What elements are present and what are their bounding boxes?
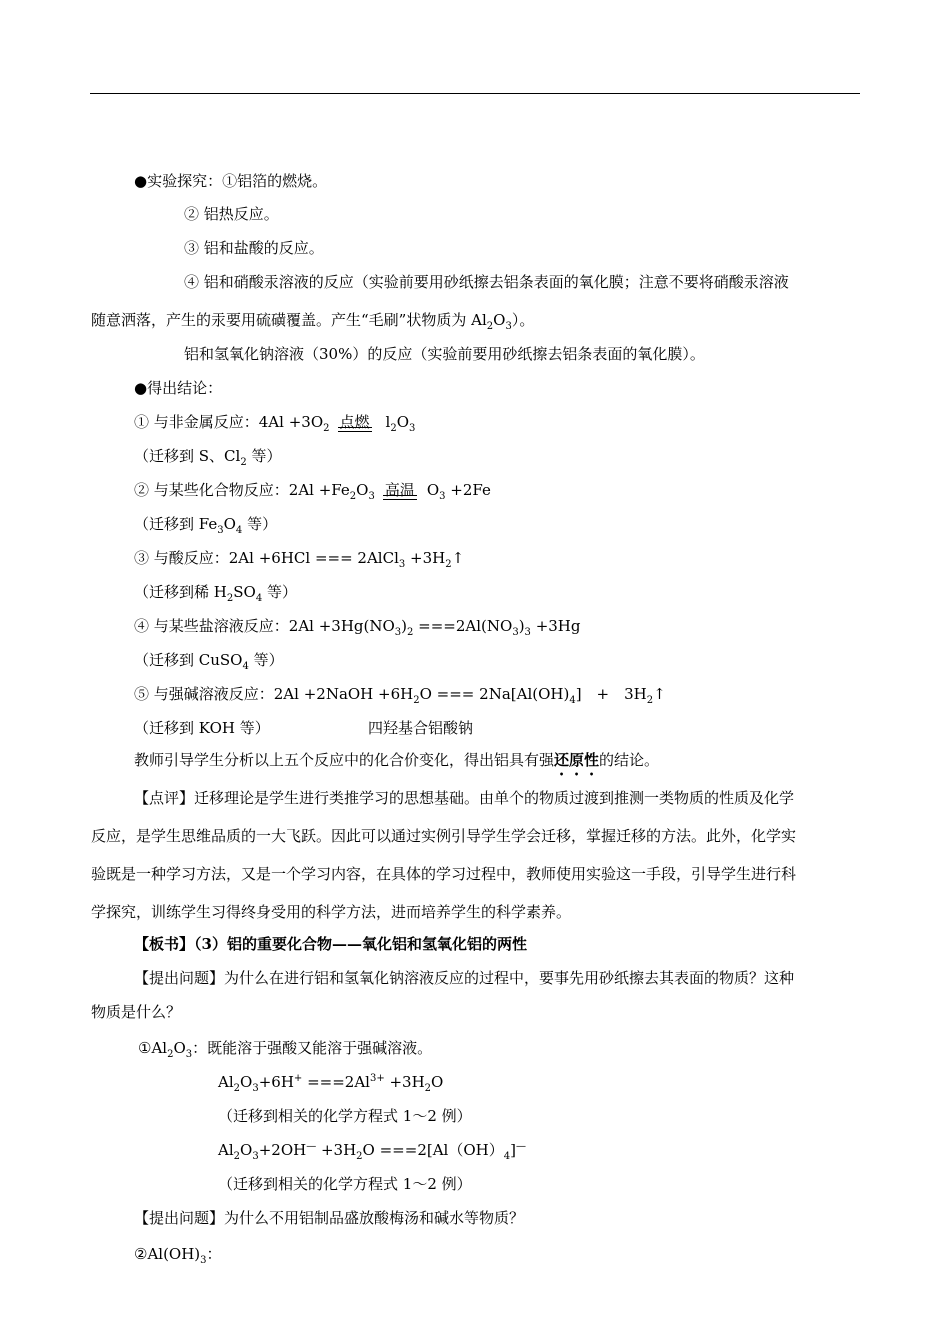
al2o3-note-1: （迁移到相关的化学方程式 1～2 例） — [218, 1107, 472, 1125]
board-heading: 【板书】（3）铝的重要化合物——氧化铝和氢氧化铝的两性 — [134, 935, 527, 953]
migration-note-2: （迁移到 $Fe_3O_4$ 等） — [134, 515, 278, 536]
header-rule — [90, 93, 860, 94]
review-line-2: 反应，是学生思维品质的一大飞跃。因此可以通过实例引导学生学会迁移，掌握迁移的方法。此外，化学实 — [91, 827, 797, 845]
reaction-1: ① 与非金属反应：$4Al +3O_2$ 点燃 $l_2O_3$ — [134, 413, 416, 434]
migration-note-1: （迁移到 S、$Cl_2$ 等） — [134, 447, 282, 468]
product-name-note: 四羟基合铝酸钠 — [368, 719, 474, 737]
experiment-item-3: ③ 铝和盐酸的反应。 — [184, 239, 324, 257]
reaction-4: ④ 与某些盐溶液反应：$2Al +3Hg(NO_3)_2 ===2Al(NO_3)_3 +3Hg$ — [134, 617, 581, 638]
keyword-reducibility: 还原性 — [554, 751, 600, 769]
experiment-heading: ●实验探究：①铝箔的燃烧。 — [134, 172, 328, 190]
experiment-item-2: ② 铝热反应。 — [184, 205, 279, 223]
aloh3-heading: $②Al(OH)_3$： — [134, 1245, 222, 1266]
al2o3-note-2: （迁移到相关的化学方程式 1～2 例） — [218, 1175, 472, 1193]
teacher-guidance: 教师引导学生分析以上五个反应中的化合价变化，得出铝具有强还原性的结论。 — [134, 751, 660, 769]
migration-note-3: （迁移到稀 $H_2SO_4$ 等） — [134, 583, 297, 604]
reaction-3: ③ 与酸反应：2Al +6HCl === 2AlCl$_3$ $+3H_2↑$ — [134, 549, 465, 570]
migration-note-4: （迁移到 CuSO$_4$ 等） — [134, 651, 284, 672]
question-1-line-2: 物质是什么？ — [91, 1003, 182, 1021]
review-line-4: 学探究，训练学生习得终身受用的科学方法，进而培养学生的科学素养。 — [91, 903, 572, 921]
review-line-3: 验既是一种学习方法，又是一个学习内容，在具体的学习过程中，教师使用实验这一手段，引导学生进行科 — [91, 865, 797, 883]
al2o3-acid-equation: $Al_2O_3+6H^+ ===2Al^{3+} +3H_2O$ — [218, 1073, 444, 1094]
review-line-1: 【点评】迁移理论是学生进行类推学习的思想基础。由单个的物质过渡到推测一类物质的性质及化学 — [134, 789, 795, 807]
reaction-2: ② 与某些化合物反应：$2Al +Fe_2O_3$ 高温 $O_3 +2Fe$ — [134, 481, 491, 502]
migration-note-5: （迁移到 KOH 等） — [134, 719, 270, 737]
condition-ignite: 点燃 — [339, 413, 370, 431]
experiment-item-4: ④ 铝和硝酸汞溶液的反应（实验前要用砂纸擦去铝条表面的氧化膜；注意不要将硝酸汞溶液 — [184, 273, 789, 291]
question-1-line-1: 【提出问题】为什么在进行铝和氢氧化钠溶液反应的过程中，要事先用砂纸擦去其表面的物质？这种 — [134, 969, 795, 987]
experiment-item-5: 铝和氢氧化钠溶液（30%）的反应（实验前要用砂纸擦去铝条表面的氧化膜）。 — [184, 345, 705, 363]
experiment-item-4-cont: 随意洒落，产生的汞要用硫磺覆盖。产生“毛刷”状物质为 $Al_2O_3$）。 — [91, 311, 535, 332]
reaction-5: ⑤ 与强碱溶液反应：2Al +2NaOH $+6H_2O$ === $2Na[Al(OH)_4]$ + $3H_2↑$ — [134, 685, 666, 706]
al2o3-property: $①Al_2O_3$：既能溶于强酸又能溶于强碱溶液。 — [138, 1039, 433, 1060]
question-2: 【提出问题】为什么不用铝制品盛放酸梅汤和碱水等物质？ — [134, 1209, 525, 1227]
conclusion-heading: ●得出结论： — [134, 379, 223, 397]
condition-high-temp: 高温 — [384, 481, 415, 499]
al2o3-base-equation: $Al_2O_3+2OH^— +3H_2O ===2[Al(OH)_4]^—$ — [218, 1141, 526, 1162]
